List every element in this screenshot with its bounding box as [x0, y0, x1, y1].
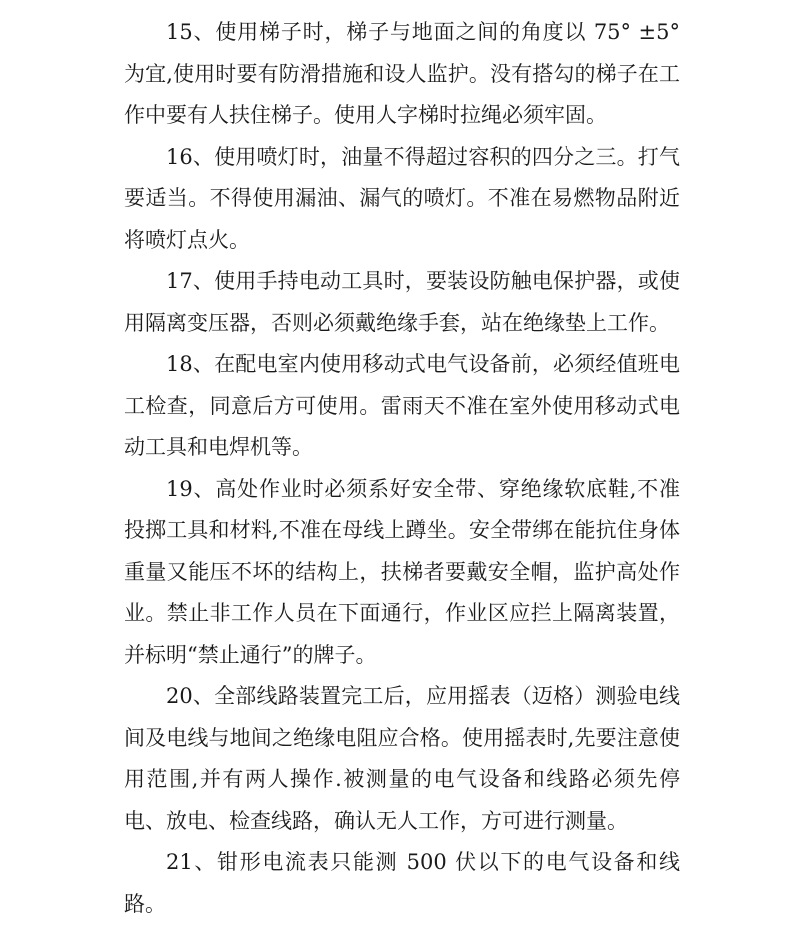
- paragraph-21: 21、钳形电流表只能测 500 伏以下的电气设备和线路。: [124, 850, 680, 916]
- paragraph-18: 18、在配电室内使用移动式电气设备前，必须经值班电工检查，同意后方可使用。雷雨天不准在室外使用移动式电动工具和电焊机等。: [124, 352, 680, 459]
- paragraph-17: 17、使用手持电动工具时，要装设防触电保护器，或使用隔离变压器，否则必须戴绝缘手套，站在绝缘垫上工作。: [124, 269, 680, 335]
- paragraph-16: 16、使用喷灯时，油量不得超过容积的四分之三。打气要适当。不得使用漏油、漏气的喷灯。不准在易燃物品附近将喷灯点火。: [124, 144, 680, 252]
- paragraph-15: 15、使用梯子时，梯子与地面之间的角度以 75° ±5° 为宜,使用时要有防滑措施和设人监护。没有搭勾的梯子在工作中要有人扶住梯子。使用人字梯时拉绳必须牢固。: [124, 20, 680, 127]
- document-page: [124, 12, 680, 925]
- paragraph-20: 20、全部线路装置完工后，应用摇表（迈格）测验电线间及电线与地间之绝缘电阻应合格。使用摇表时,先要注意使用范围,并有两人操作.被测量的电气设备和线路必须先停电、放电、检查线路，确认无人工作，方可进行测量。: [124, 684, 680, 833]
- paragraph-19: 19、高处作业时必须系好安全带、穿绝缘软底鞋,不准投掷工具和材料,不准在母线上蹲坐。安全带绑在能抗住身体重量又能压不坏的结构上，扶梯者要戴安全帽，监护高处作业。禁止非工作人员在下面通行，作业区应拦上隔离装置，并标明“禁止通行”的牌子。: [124, 476, 680, 667]
